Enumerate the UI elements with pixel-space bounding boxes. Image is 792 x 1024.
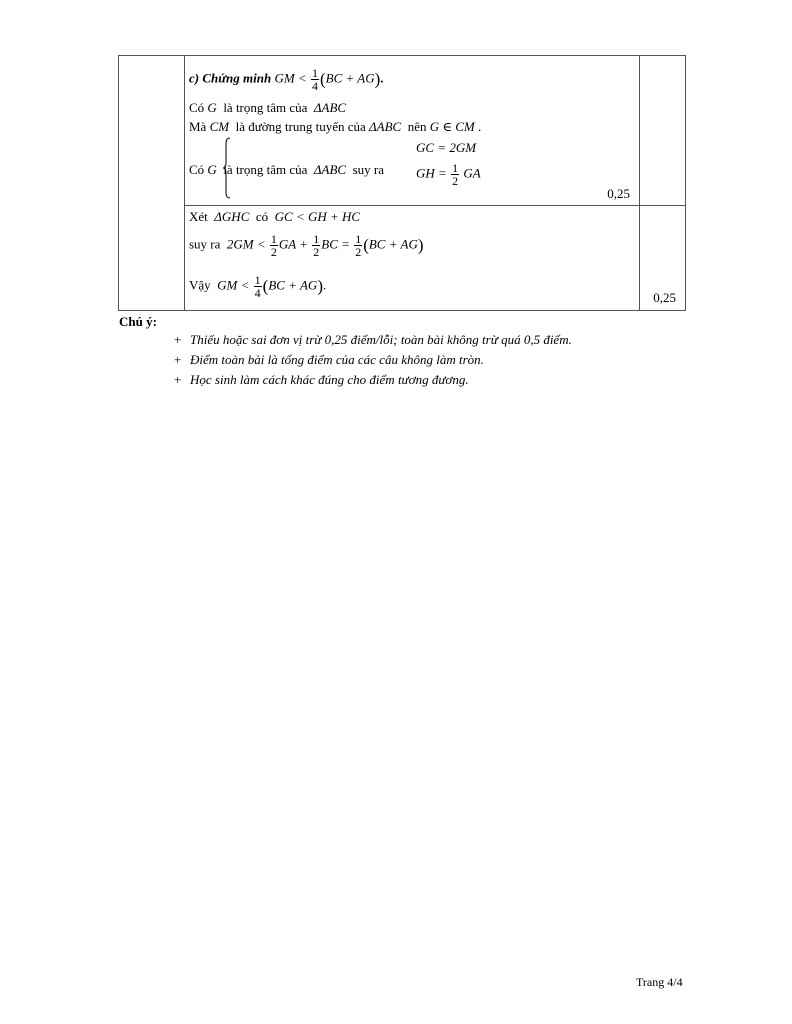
page-number: Trang 4/4 (636, 975, 683, 989)
score-step1: 0,25 (607, 186, 630, 201)
note-item: + Học sinh làm cách khác đúng cho điểm tương đương. (174, 372, 469, 387)
score-cell (640, 56, 686, 206)
score-step2: 0,25 (653, 290, 676, 305)
answer-table (118, 55, 686, 311)
step1-line2: Mà CM là đường trung tuyến của ΔABC nên G ∈ CM . (189, 119, 482, 134)
notes-title: Chú ý: (119, 314, 157, 329)
score-cell-2 (640, 206, 686, 311)
step2-line3: Vậy GM < $\frac{1}{4}$ (BC + AG). (189, 273, 327, 300)
fraction: $\frac{1}{4}$ (311, 66, 318, 93)
part-c-heading: c) Chứng minh GM < $\frac{1}{4}$ (BC + AG). (189, 66, 384, 93)
system-eq1: GC = 2GM (416, 140, 477, 155)
step2-line1: Xét ΔGHC có GC < GH + HC (189, 209, 361, 224)
question-cell (119, 56, 185, 311)
note-item: + Điểm toàn bài là tổng điểm của các câu không làm tròn. (174, 352, 484, 367)
step1-line3: Có G là trọng tâm của ΔABC suy ra (189, 162, 385, 177)
system-brace (222, 137, 231, 199)
step2-line2: suy ra 2GM < $\frac{1}{2}$ GA + $\frac{1}{2}$ BC = $\frac{1}{2}$ (BC + AG) (189, 232, 424, 259)
step2-cell (185, 206, 640, 311)
step1-cell (185, 56, 640, 206)
note-item: + Thiếu hoặc sai đơn vị trừ 0,25 điểm/lỗi; toàn bài không trừ quá 0,5 điểm. (174, 332, 572, 347)
system-eq2: GH = $\frac{1}{2}$ GA (416, 161, 481, 188)
step1-line1: Có G là trọng tâm của ΔABC (189, 100, 347, 115)
